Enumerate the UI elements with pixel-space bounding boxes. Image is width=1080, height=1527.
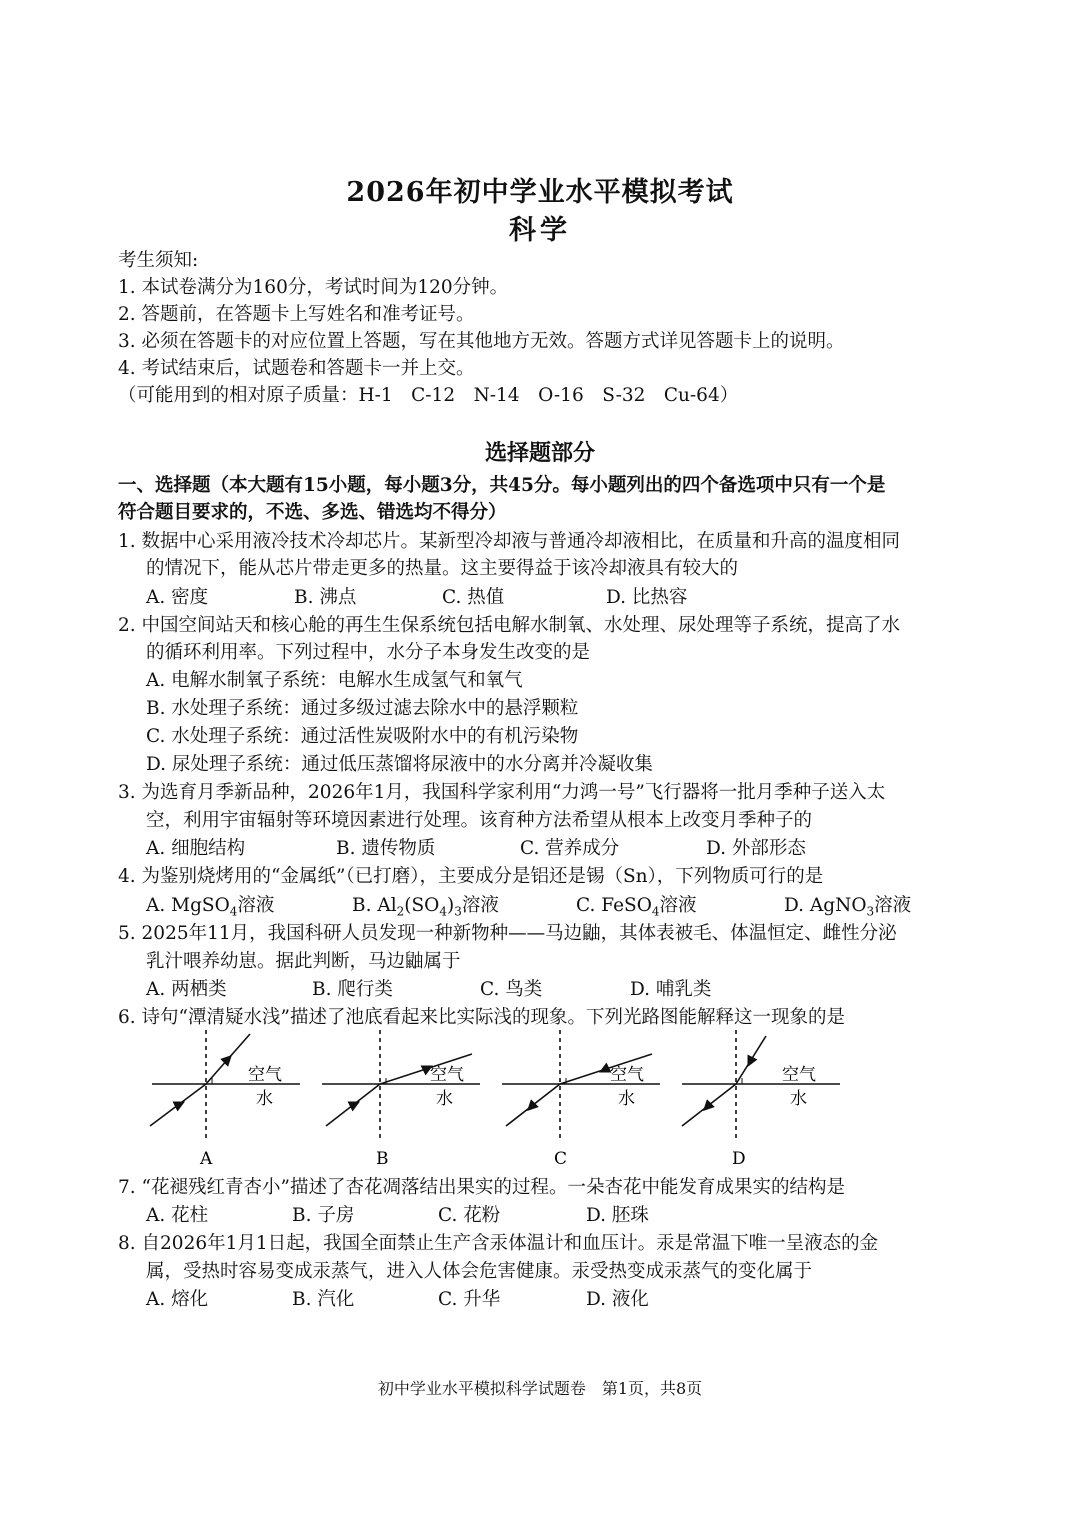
notice-heading: 考生须知:: [118, 250, 199, 271]
option-d: D. 哺乳类: [630, 979, 712, 1000]
diagram-label-b: B: [376, 1149, 389, 1169]
option-a: A. 密度: [146, 587, 209, 608]
water-label: 水: [436, 1089, 453, 1109]
subject-title: 科学: [509, 215, 571, 246]
question-5-stem: 5. 2025年11月，我国科研人员发现一种新物种——马边鼬，其体表被毛、体温恒定、雌性分泌: [118, 923, 897, 944]
notice-item: 1. 本试卷满分为160分，考试时间为120分钟。: [118, 277, 509, 298]
option-b: B. 汽化: [292, 1289, 355, 1310]
option-d: D. AgNO$_3$溶液: [784, 895, 912, 919]
water-label: 水: [790, 1089, 807, 1109]
option-c: C. 水处理子系统：通过活性炭吸附水中的有机污染物: [146, 726, 579, 747]
question-6-stem: 6. 诗句“潭清疑水浅”描述了池底看起来比实际浅的现象。下列光路图能解释这一现象的是: [118, 1007, 845, 1028]
air-label: 空气: [610, 1065, 644, 1085]
option-c: C. 热值: [442, 587, 505, 608]
question-8-stem: 属，受热时容易变成汞蒸气，进入人体会危害健康。汞受热变成汞蒸气的变化属于: [146, 1261, 813, 1282]
option-a: A. 细胞结构: [146, 838, 246, 859]
option-c: C. 鸟类: [480, 979, 543, 1000]
page-footer: 初中学业水平模拟科学试题卷 第1页，共8页: [377, 1379, 703, 1398]
option-c: C. FeSO$_4$溶液: [576, 895, 697, 919]
question-2-stem: 的循环利用率。下列过程中，水分子本身发生改变的是: [146, 642, 591, 663]
diagram-a: [150, 1030, 300, 1140]
option-d: D. 尿处理子系统：通过低压蒸馏将尿液中的水分离并冷凝收集: [146, 754, 653, 775]
option-b: B. 子房: [292, 1205, 355, 1226]
option-b: B. 遗传物质: [336, 838, 436, 859]
light-path-diagrams: [140, 1030, 860, 1170]
notice-item: 4. 考试结束后，试题卷和答题卡一并上交。: [118, 358, 475, 379]
option-c: C. 升华: [438, 1289, 501, 1310]
option-d: D. 外部形态: [706, 838, 806, 859]
air-label: 空气: [782, 1065, 816, 1085]
option-a: A. MgSO$_4$溶液: [146, 895, 275, 919]
water-label: 水: [256, 1089, 273, 1109]
option-c: C. 花粉: [438, 1205, 501, 1226]
water-label: 水: [618, 1089, 635, 1109]
option-a: A. 熔化: [146, 1289, 209, 1310]
question-2-stem: 2. 中国空间站天和核心舱的再生生保系统包括电解水制氧、水处理、尿处理等子系统，提高了水: [118, 615, 901, 636]
air-label: 空气: [248, 1065, 282, 1085]
option-b: B. 沸点: [294, 587, 357, 608]
question-8-stem: 8. 自2026年1月1日起，我国全面禁止生产含汞体温计和血压计。汞是常温下唯一呈液态的金: [118, 1233, 879, 1254]
diagram-b: [322, 1030, 480, 1140]
diagram-label-c: C: [554, 1149, 568, 1169]
option-d: D. 胚珠: [586, 1205, 649, 1226]
option-b: B. 爬行类: [312, 979, 393, 1000]
question-4-stem: 4. 为鉴别烧烤用的“金属纸”（已打磨），主要成分是铝还是锡（Sn），下列物质可行的是: [118, 866, 824, 887]
option-b: B. 水处理子系统：通过多级过滤去除水中的悬浮颗粒: [146, 698, 579, 719]
section-intro: 一、选择题（本大题有15小题，每小题3分，共45分。每小题列出的四个备选项中只有一个是: [118, 475, 886, 496]
notice-item: 3. 必须在答题卡的对应位置上答题，写在其他地方无效。答题方式详见答题卡上的说明。: [118, 331, 845, 352]
question-5-stem: 乳汁喂养幼崽。据此判断，马边鼬属于: [146, 951, 461, 972]
option-a: A. 两栖类: [146, 979, 227, 1000]
question-1-stem: 1. 数据中心采用液冷技术冷却芯片。某新型冷却液与普通冷却液相比，在质量和升高的温度相同: [118, 531, 901, 552]
diagram-label-a: A: [200, 1149, 213, 1169]
diagram-label-d: D: [732, 1149, 746, 1169]
diagram-d: [682, 1030, 840, 1140]
option-a: A. 电解水制氧子系统：电解水生成氢气和氧气: [146, 670, 523, 691]
air-label: 空气: [430, 1065, 464, 1085]
option-a: A. 花柱: [146, 1205, 209, 1226]
option-d: D. 比热容: [606, 587, 688, 608]
notice-item: 2. 答题前，在答题卡上写姓名和准考证号。: [118, 304, 475, 325]
option-b: B. $Al_2(SO_4)_3$溶液: [352, 895, 499, 919]
section-intro: 符合题目要求的，不选、多选、错选均不得分）: [118, 502, 507, 523]
option-d: D. 液化: [586, 1289, 649, 1310]
option-c: C. 营养成分: [520, 838, 620, 859]
question-3-stem: 空，利用宇宙辐射等环境因素进行处理。该育种方法希望从根本上改变月季种子的: [146, 810, 813, 831]
question-3-stem: 3. 为选育月季新品种，2026年1月，我国科学家利用“力鸿一号”飞行器将一批月季种子送入太: [118, 782, 886, 803]
diagram-c: [502, 1030, 660, 1140]
section-title: 选择题部分: [484, 440, 595, 466]
exam-title: 2026年初中学业水平模拟考试: [346, 177, 734, 208]
question-1-stem: 的情况下，能从芯片带走更多的热量。这主要得益于该冷却液具有较大的: [146, 558, 739, 579]
question-7-stem: 7. “花褪残红青杏小”描述了杏花凋落结出果实的过程。一朵杏花中能发育成果实的结构是: [118, 1177, 845, 1198]
atomic-masses: （可能用到的相对原子质量：H-1 C-12 N-14 O-16 S-32 Cu-64）: [118, 385, 739, 406]
